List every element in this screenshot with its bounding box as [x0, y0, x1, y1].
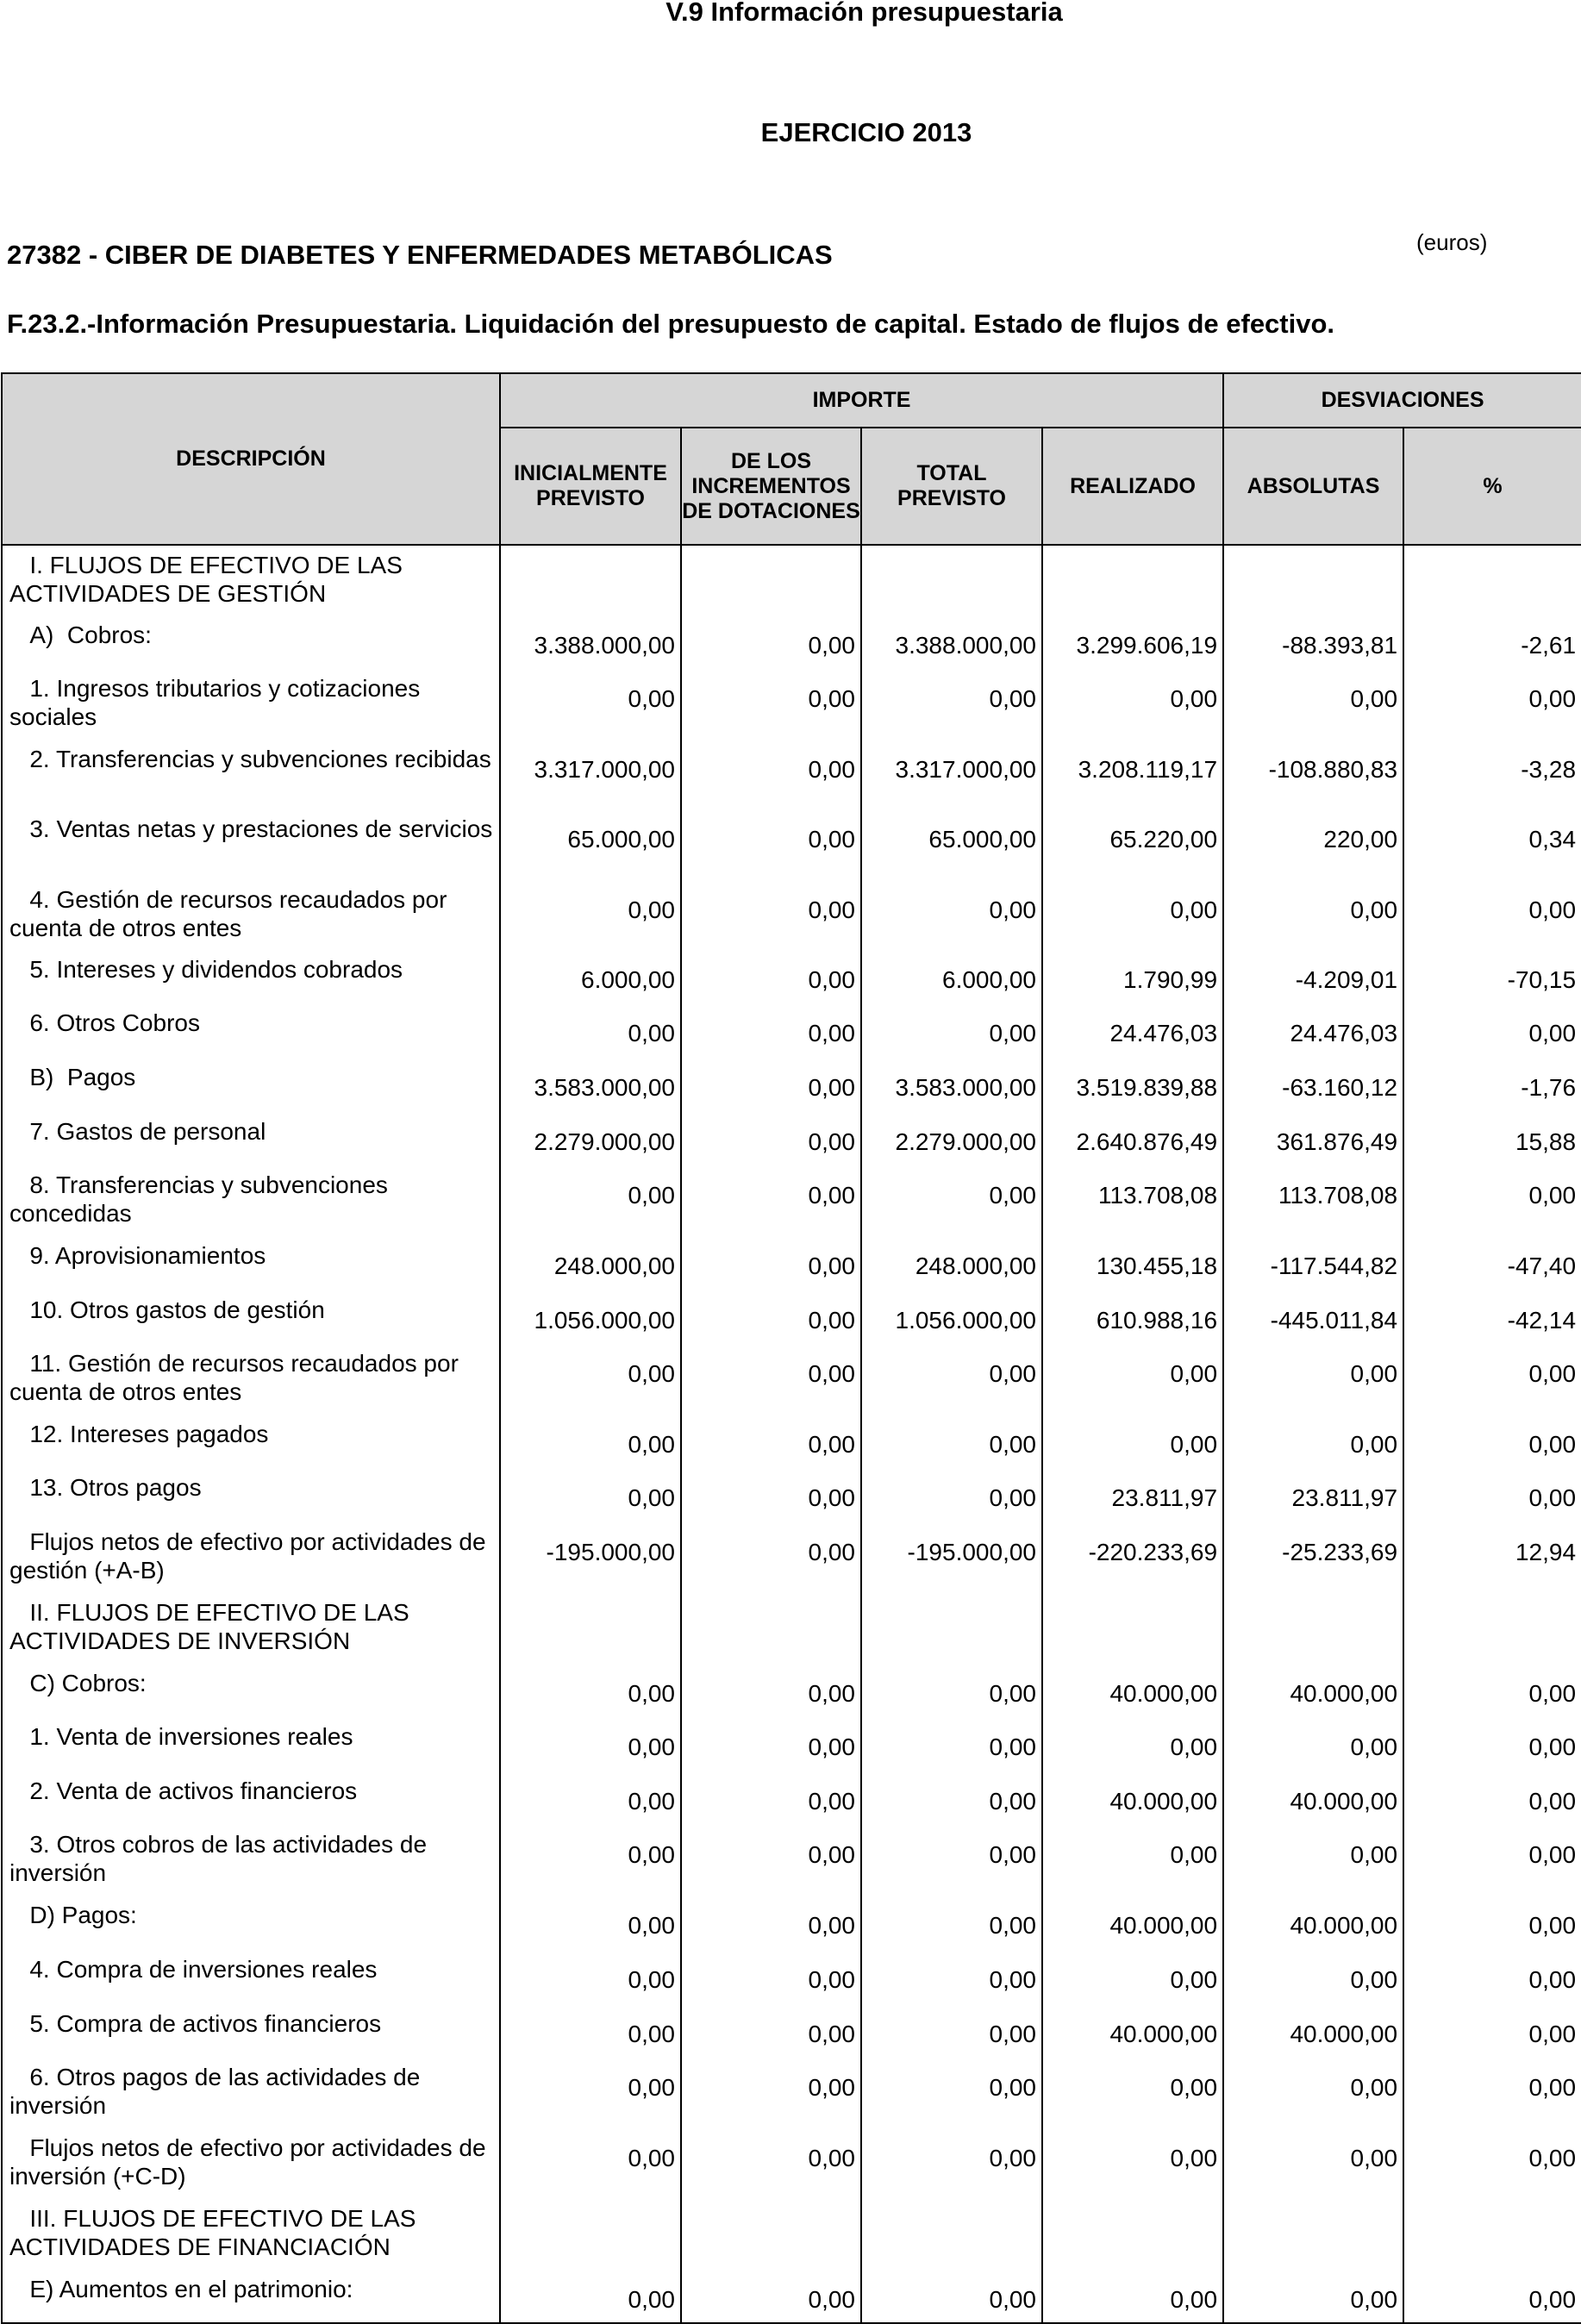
- cell-inicialmente-previsto: 0,00: [500, 1896, 681, 1950]
- table-row: [2, 1415, 1581, 1468]
- cell-absolutas: -445.011,84: [1223, 1290, 1403, 1344]
- cell-total-previsto: 65.000,00: [861, 809, 1042, 880]
- exercise-year: EJERCICIO 2013: [760, 117, 972, 147]
- row-description: B) Pagos: [2, 1058, 500, 1112]
- row-description: 2. Venta de activos financieros: [2, 1771, 500, 1825]
- header-total-previsto: TOTAL PREVISTO: [861, 428, 1042, 545]
- cell-total-previsto: 3.317.000,00: [861, 740, 1042, 809]
- cell-incrementos: 0,00: [681, 1825, 861, 1896]
- cell-total-previsto: 0,00: [861, 1825, 1042, 1896]
- table-row: [2, 1717, 1581, 1771]
- table-row: [2, 2128, 1581, 2199]
- cell-total-previsto: [861, 2199, 1042, 2270]
- cell-realizado: [1042, 2199, 1223, 2270]
- cell-absolutas: 0,00: [1223, 880, 1403, 950]
- budget-table: [1, 372, 1581, 2324]
- cell-porcentaje: -3,28: [1403, 740, 1581, 809]
- cell-porcentaje: 0,00: [1403, 1664, 1581, 1717]
- table-row: [2, 1522, 1581, 1593]
- cell-incrementos: 0,00: [681, 1165, 861, 1236]
- table-row: [2, 1344, 1581, 1415]
- cell-porcentaje: 0,00: [1403, 1950, 1581, 2004]
- table-row: [2, 950, 1581, 1003]
- cell-inicialmente-previsto: 0,00: [500, 880, 681, 950]
- cell-inicialmente-previsto: 0,00: [500, 2058, 681, 2128]
- cell-absolutas: 40.000,00: [1223, 2004, 1403, 2058]
- cell-porcentaje: 0,00: [1403, 880, 1581, 950]
- row-description: 5. Compra de activos financieros: [2, 2004, 500, 2058]
- page-title: V.9 Información presupuestaria: [666, 0, 1063, 27]
- cell-inicialmente-previsto: 65.000,00: [500, 809, 681, 880]
- table-row: [2, 880, 1581, 950]
- cell-porcentaje: 0,00: [1403, 2128, 1581, 2199]
- row-description: 12. Intereses pagados: [2, 1415, 500, 1468]
- cell-incrementos: 0,00: [681, 615, 861, 669]
- cell-absolutas: 0,00: [1223, 2270, 1403, 2323]
- cell-realizado: [1042, 1593, 1223, 1664]
- cell-total-previsto: 1.056.000,00: [861, 1290, 1042, 1344]
- table-row: [2, 2004, 1581, 2058]
- table-row: [2, 1003, 1581, 1058]
- table-row: [2, 1058, 1581, 1112]
- header-incrementos: DE LOS INCREMENTOS DE DOTACIONES: [681, 428, 861, 545]
- table-row: [2, 1825, 1581, 1896]
- cell-incrementos: [681, 545, 861, 615]
- cell-absolutas: [1223, 2199, 1403, 2270]
- cell-inicialmente-previsto: 0,00: [500, 1468, 681, 1522]
- cell-absolutas: -88.393,81: [1223, 615, 1403, 669]
- table-row: [2, 615, 1581, 669]
- cell-incrementos: 0,00: [681, 809, 861, 880]
- cell-inicialmente-previsto: 0,00: [500, 1771, 681, 1825]
- cell-inicialmente-previsto: [500, 545, 681, 615]
- cell-inicialmente-previsto: [500, 1593, 681, 1664]
- row-description: E) Aumentos en el patrimonio:: [2, 2270, 500, 2323]
- cell-incrementos: 0,00: [681, 1290, 861, 1344]
- cell-realizado: 113.708,08: [1042, 1165, 1223, 1236]
- cell-total-previsto: 3.583.000,00: [861, 1058, 1042, 1112]
- cell-incrementos: 0,00: [681, 1415, 861, 1468]
- cell-incrementos: 0,00: [681, 1896, 861, 1950]
- cell-realizado: 3.519.839,88: [1042, 1058, 1223, 1112]
- cell-absolutas: 0,00: [1223, 1950, 1403, 2004]
- cell-porcentaje: -70,15: [1403, 950, 1581, 1003]
- cell-realizado: 0,00: [1042, 1825, 1223, 1896]
- cell-incrementos: 0,00: [681, 1236, 861, 1290]
- row-description: A) Cobros:: [2, 615, 500, 669]
- row-description: 1. Venta de inversiones reales: [2, 1717, 500, 1771]
- cell-incrementos: 0,00: [681, 1344, 861, 1415]
- cell-absolutas: 0,00: [1223, 2058, 1403, 2128]
- cell-inicialmente-previsto: 3.388.000,00: [500, 615, 681, 669]
- cell-total-previsto: 6.000,00: [861, 950, 1042, 1003]
- table-row: [2, 1290, 1581, 1344]
- cell-inicialmente-previsto: [500, 2199, 681, 2270]
- entity-name: 27382 - CIBER DE DIABETES Y ENFERMEDADES METABÓLICAS: [7, 240, 833, 270]
- row-description: 7. Gastos de personal: [2, 1112, 500, 1165]
- row-description: 5. Intereses y dividendos cobrados: [2, 950, 500, 1003]
- cell-realizado: 0,00: [1042, 1717, 1223, 1771]
- cell-realizado: 0,00: [1042, 669, 1223, 740]
- cell-incrementos: 0,00: [681, 1058, 861, 1112]
- cell-incrementos: 0,00: [681, 1522, 861, 1593]
- cell-total-previsto: [861, 545, 1042, 615]
- cell-absolutas: 0,00: [1223, 669, 1403, 740]
- cell-incrementos: 0,00: [681, 669, 861, 740]
- cell-realizado: 24.476,03: [1042, 1003, 1223, 1058]
- row-description: 10. Otros gastos de gestión: [2, 1290, 500, 1344]
- cell-realizado: 1.790,99: [1042, 950, 1223, 1003]
- cell-inicialmente-previsto: 2.279.000,00: [500, 1112, 681, 1165]
- cell-realizado: 0,00: [1042, 2058, 1223, 2128]
- cell-realizado: 2.640.876,49: [1042, 1112, 1223, 1165]
- row-description: 1. Ingresos tributarios y cotizaciones sociales: [2, 669, 500, 740]
- table-row: [2, 669, 1581, 740]
- header-descripcion: DESCRIPCIÓN: [2, 373, 500, 545]
- table-row: [2, 2058, 1581, 2128]
- cell-incrementos: 0,00: [681, 2270, 861, 2323]
- cell-inicialmente-previsto: 0,00: [500, 2004, 681, 2058]
- cell-porcentaje: 0,00: [1403, 1468, 1581, 1522]
- row-description: 4. Gestión de recursos recaudados por cuenta de otros entes: [2, 880, 500, 950]
- cell-realizado: 0,00: [1042, 1415, 1223, 1468]
- cell-inicialmente-previsto: 0,00: [500, 2270, 681, 2323]
- cell-absolutas: [1223, 545, 1403, 615]
- row-description: 9. Aprovisionamientos: [2, 1236, 500, 1290]
- cell-porcentaje: [1403, 545, 1581, 615]
- cell-absolutas: 0,00: [1223, 1415, 1403, 1468]
- cell-total-previsto: -195.000,00: [861, 1522, 1042, 1593]
- cell-inicialmente-previsto: 0,00: [500, 1825, 681, 1896]
- cell-incrementos: [681, 1593, 861, 1664]
- cell-incrementos: 0,00: [681, 2058, 861, 2128]
- cell-porcentaje: -1,76: [1403, 1058, 1581, 1112]
- cell-total-previsto: 0,00: [861, 2128, 1042, 2199]
- table-row: [2, 1950, 1581, 2004]
- cell-porcentaje: 0,00: [1403, 1415, 1581, 1468]
- cell-porcentaje: -2,61: [1403, 615, 1581, 669]
- cell-inicialmente-previsto: -195.000,00: [500, 1522, 681, 1593]
- cell-incrementos: 0,00: [681, 1717, 861, 1771]
- cell-absolutas: 0,00: [1223, 2128, 1403, 2199]
- row-description: Flujos netos de efectivo por actividades de gestión (+A-B): [2, 1522, 500, 1593]
- cell-absolutas: 113.708,08: [1223, 1165, 1403, 1236]
- cell-absolutas: 40.000,00: [1223, 1771, 1403, 1825]
- cell-total-previsto: 3.388.000,00: [861, 615, 1042, 669]
- cell-porcentaje: 0,00: [1403, 2058, 1581, 2128]
- row-description: 3. Otros cobros de las actividades de inversión: [2, 1825, 500, 1896]
- table-row: [2, 1896, 1581, 1950]
- cell-porcentaje: [1403, 2199, 1581, 2270]
- cell-absolutas: -108.880,83: [1223, 740, 1403, 809]
- cell-realizado: 40.000,00: [1042, 2004, 1223, 2058]
- cell-incrementos: 0,00: [681, 2128, 861, 2199]
- cell-realizado: 65.220,00: [1042, 809, 1223, 880]
- table-row: [2, 1112, 1581, 1165]
- cell-realizado: 3.208.119,17: [1042, 740, 1223, 809]
- header-desviaciones: DESVIACIONES: [1223, 373, 1581, 428]
- cell-inicialmente-previsto: 0,00: [500, 1950, 681, 2004]
- cell-porcentaje: [1403, 1593, 1581, 1664]
- cell-total-previsto: 0,00: [861, 1003, 1042, 1058]
- header-importe: IMPORTE: [500, 373, 1223, 428]
- cell-absolutas: 0,00: [1223, 1825, 1403, 1896]
- cell-inicialmente-previsto: 0,00: [500, 1344, 681, 1415]
- row-description: C) Cobros:: [2, 1664, 500, 1717]
- cell-absolutas: 0,00: [1223, 1717, 1403, 1771]
- cell-absolutas: 23.811,97: [1223, 1468, 1403, 1522]
- cell-absolutas: 40.000,00: [1223, 1664, 1403, 1717]
- cell-porcentaje: 0,00: [1403, 1717, 1581, 1771]
- row-description: 6. Otros pagos de las actividades de inversión: [2, 2058, 500, 2128]
- table-body: [2, 545, 1581, 2323]
- row-description: 6. Otros Cobros: [2, 1003, 500, 1058]
- cell-inicialmente-previsto: 0,00: [500, 669, 681, 740]
- cell-realizado: 0,00: [1042, 2128, 1223, 2199]
- row-description: III. FLUJOS DE EFECTIVO DE LAS ACTIVIDADES DE FINANCIACIÓN: [2, 2199, 500, 2270]
- cell-porcentaje: 0,34: [1403, 809, 1581, 880]
- cell-porcentaje: 0,00: [1403, 669, 1581, 740]
- row-description: 11. Gestión de recursos recaudados por cuenta de otros entes: [2, 1344, 500, 1415]
- row-description: 8. Transferencias y subvenciones concedidas: [2, 1165, 500, 1236]
- cell-porcentaje: -42,14: [1403, 1290, 1581, 1344]
- cell-inicialmente-previsto: 0,00: [500, 1003, 681, 1058]
- row-description: II. FLUJOS DE EFECTIVO DE LAS ACTIVIDADES DE INVERSIÓN: [2, 1593, 500, 1664]
- table-row: [2, 1468, 1581, 1522]
- row-description: 13. Otros pagos: [2, 1468, 500, 1522]
- cell-absolutas: 361.876,49: [1223, 1112, 1403, 1165]
- table-row: [2, 1236, 1581, 1290]
- table-row: [2, 740, 1581, 809]
- cell-incrementos: 0,00: [681, 1771, 861, 1825]
- cell-inicialmente-previsto: 6.000,00: [500, 950, 681, 1003]
- cell-absolutas: [1223, 1593, 1403, 1664]
- table-row: [2, 2270, 1581, 2323]
- cell-absolutas: -4.209,01: [1223, 950, 1403, 1003]
- cell-incrementos: 0,00: [681, 2004, 861, 2058]
- cell-total-previsto: 2.279.000,00: [861, 1112, 1042, 1165]
- section-row: [2, 2199, 1581, 2270]
- cell-absolutas: 0,00: [1223, 1344, 1403, 1415]
- cell-total-previsto: 0,00: [861, 880, 1042, 950]
- cell-incrementos: 0,00: [681, 880, 861, 950]
- cell-realizado: 40.000,00: [1042, 1771, 1223, 1825]
- row-description: 2. Transferencias y subvenciones recibidas: [2, 740, 500, 809]
- cell-total-previsto: 0,00: [861, 2058, 1042, 2128]
- cell-absolutas: 220,00: [1223, 809, 1403, 880]
- row-description: I. FLUJOS DE EFECTIVO DE LAS ACTIVIDADES DE GESTIÓN: [2, 545, 500, 615]
- cell-porcentaje: 0,00: [1403, 2270, 1581, 2323]
- cell-incrementos: 0,00: [681, 1003, 861, 1058]
- cell-absolutas: 24.476,03: [1223, 1003, 1403, 1058]
- cell-porcentaje: 0,00: [1403, 1771, 1581, 1825]
- cell-total-previsto: 0,00: [861, 669, 1042, 740]
- cell-total-previsto: 0,00: [861, 1664, 1042, 1717]
- row-description: Flujos netos de efectivo por actividades de inversión (+C-D): [2, 2128, 500, 2199]
- cell-realizado: 130.455,18: [1042, 1236, 1223, 1290]
- cell-inicialmente-previsto: 3.317.000,00: [500, 740, 681, 809]
- header-realizado: REALIZADO: [1042, 428, 1223, 545]
- row-description: D) Pagos:: [2, 1896, 500, 1950]
- cell-realizado: 40.000,00: [1042, 1664, 1223, 1717]
- cell-porcentaje: -47,40: [1403, 1236, 1581, 1290]
- cell-total-previsto: 0,00: [861, 2004, 1042, 2058]
- cell-total-previsto: 0,00: [861, 1771, 1042, 1825]
- header-absolutas: ABSOLUTAS: [1223, 428, 1403, 545]
- report-subtitle: F.23.2.-Información Presupuestaria. Liquidación del presupuesto de capital. Estado de flujos de efectivo.: [7, 309, 1335, 339]
- cell-inicialmente-previsto: 0,00: [500, 2128, 681, 2199]
- cell-inicialmente-previsto: 0,00: [500, 1165, 681, 1236]
- currency-unit: (euros): [1416, 229, 1488, 255]
- cell-realizado: 0,00: [1042, 880, 1223, 950]
- table-row: [2, 1165, 1581, 1236]
- cell-realizado: 0,00: [1042, 2270, 1223, 2323]
- cell-realizado: 0,00: [1042, 1344, 1223, 1415]
- cell-total-previsto: 0,00: [861, 1344, 1042, 1415]
- cell-inicialmente-previsto: 0,00: [500, 1717, 681, 1771]
- cell-porcentaje: 15,88: [1403, 1112, 1581, 1165]
- cell-total-previsto: 0,00: [861, 1717, 1042, 1771]
- cell-incrementos: 0,00: [681, 950, 861, 1003]
- cell-absolutas: -25.233,69: [1223, 1522, 1403, 1593]
- row-description: 4. Compra de inversiones reales: [2, 1950, 500, 2004]
- section-row: [2, 1593, 1581, 1664]
- cell-realizado: [1042, 545, 1223, 615]
- cell-porcentaje: 12,94: [1403, 1522, 1581, 1593]
- table-row: [2, 1771, 1581, 1825]
- header-inicialmente-previsto: INICIALMENTE PREVISTO: [500, 428, 681, 545]
- cell-realizado: 40.000,00: [1042, 1896, 1223, 1950]
- cell-inicialmente-previsto: 1.056.000,00: [500, 1290, 681, 1344]
- cell-porcentaje: 0,00: [1403, 1003, 1581, 1058]
- cell-total-previsto: 0,00: [861, 1896, 1042, 1950]
- cell-porcentaje: 0,00: [1403, 1825, 1581, 1896]
- cell-absolutas: 40.000,00: [1223, 1896, 1403, 1950]
- cell-total-previsto: 0,00: [861, 2270, 1042, 2323]
- cell-realizado: 23.811,97: [1042, 1468, 1223, 1522]
- cell-porcentaje: 0,00: [1403, 2004, 1581, 2058]
- cell-incrementos: 0,00: [681, 1664, 861, 1717]
- cell-porcentaje: 0,00: [1403, 1344, 1581, 1415]
- cell-realizado: 3.299.606,19: [1042, 615, 1223, 669]
- cell-incrementos: [681, 2199, 861, 2270]
- table-row: [2, 1664, 1581, 1717]
- cell-realizado: -220.233,69: [1042, 1522, 1223, 1593]
- cell-incrementos: 0,00: [681, 1950, 861, 2004]
- cell-incrementos: 0,00: [681, 1468, 861, 1522]
- cell-realizado: 0,00: [1042, 1950, 1223, 2004]
- table-row: [2, 809, 1581, 880]
- cell-total-previsto: [861, 1593, 1042, 1664]
- cell-total-previsto: 0,00: [861, 1415, 1042, 1468]
- row-description: 3. Ventas netas y prestaciones de servicios: [2, 809, 500, 880]
- cell-porcentaje: 0,00: [1403, 1896, 1581, 1950]
- header-porcentaje: %: [1403, 428, 1581, 545]
- cell-total-previsto: 0,00: [861, 1468, 1042, 1522]
- cell-inicialmente-previsto: 3.583.000,00: [500, 1058, 681, 1112]
- cell-inicialmente-previsto: 0,00: [500, 1664, 681, 1717]
- cell-incrementos: 0,00: [681, 740, 861, 809]
- table-header: [2, 373, 1581, 545]
- cell-porcentaje: 0,00: [1403, 1165, 1581, 1236]
- cell-inicialmente-previsto: 248.000,00: [500, 1236, 681, 1290]
- cell-incrementos: 0,00: [681, 1112, 861, 1165]
- section-row: [2, 545, 1581, 615]
- cell-total-previsto: 0,00: [861, 1165, 1042, 1236]
- cell-absolutas: -63.160,12: [1223, 1058, 1403, 1112]
- cell-realizado: 610.988,16: [1042, 1290, 1223, 1344]
- cell-total-previsto: 0,00: [861, 1950, 1042, 2004]
- cell-inicialmente-previsto: 0,00: [500, 1415, 681, 1468]
- cell-absolutas: -117.544,82: [1223, 1236, 1403, 1290]
- cell-total-previsto: 248.000,00: [861, 1236, 1042, 1290]
